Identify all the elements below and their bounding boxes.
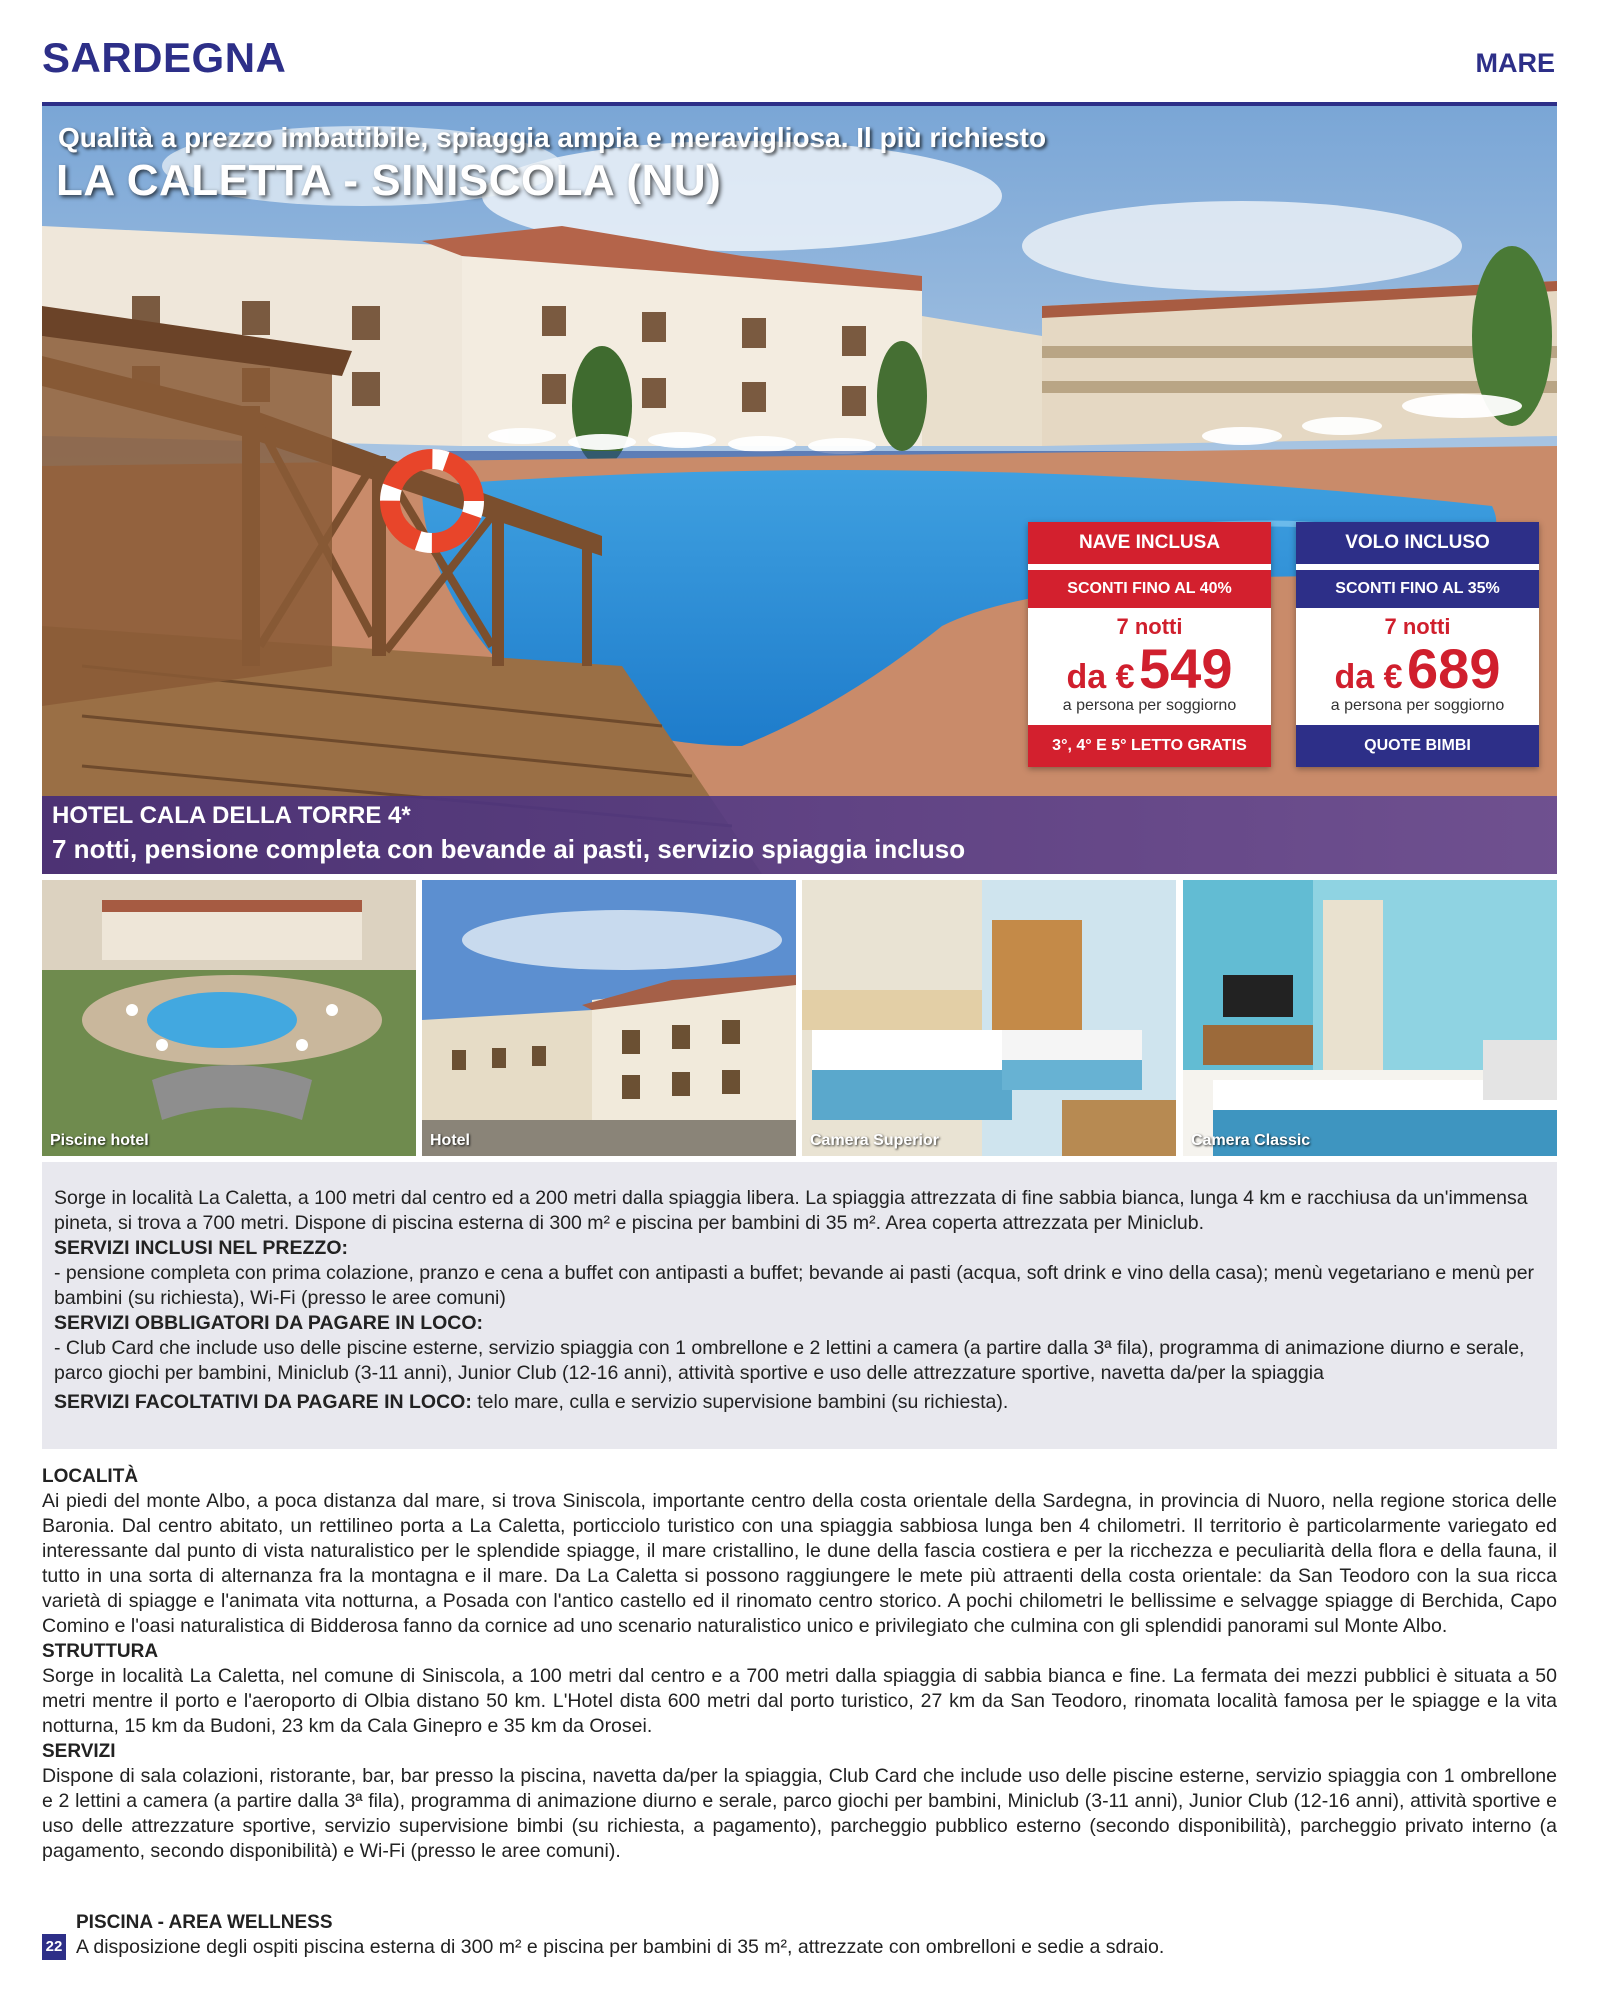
page-header (42, 30, 1557, 106)
offer-discount: SCONTI FINO AL 40% (1028, 570, 1271, 608)
hero-photo (42, 106, 1557, 874)
hero-tagline: Qualità a prezzo imbattibile, spiaggia ampia e meravigliosa. Il più richiesto (58, 122, 1047, 153)
superior-room-image (802, 880, 1176, 1156)
description-body (42, 1464, 1557, 1864)
price-note: a persona per soggiorno (1062, 697, 1237, 714)
page-number: 22 (42, 1934, 66, 1960)
info-box (42, 1162, 1557, 1449)
piscina-heading: PISCINA - AREA WELLNESS (76, 1912, 333, 1933)
offer-footer: QUOTE BIMBI (1296, 725, 1539, 767)
wellness-section (76, 1910, 1556, 1960)
thumb-pool[interactable] (42, 880, 416, 1156)
classic-room-image (1183, 880, 1557, 1156)
thumb-caption: Camera Classic (1191, 1132, 1311, 1149)
hotel-band (42, 796, 1557, 874)
localita-heading: LOCALITÀ (42, 1466, 139, 1487)
thumb-caption: Hotel (430, 1132, 470, 1149)
servizi-text: Dispone di sala colazioni, ristorante, bar, bar presso la piscina, navetta da/per la spiaggia, Club Card che include uso delle piscine esterne, servizio spiaggia con 1 ombrellone e 2 lettini a camera (a partire dalla 3ª fila), programma di animazione diurno e serale, parco giochi per bambini, Miniclub (3-11 anni), Junior Club (12-16 anni), attività sportive e uso delle attrezzature sportive, servizio supervisione bimbi (su richiesta, a pagamento), parcheggio pubblico esterno (secondo disponibilità), parcheggio privato interno (a pagamento, secondo disponibilità) e Wi-Fi (presso le aree comuni). (42, 1765, 1557, 1862)
price-value: 549 (1139, 637, 1233, 700)
included-text: - pensione completa con prima colazione, pranzo e cena a buffet con antipasti a buffet; bevande ai pasti (acqua, soft drink e vino della casa); menù vegetariano e menù per bambini (su richiesta), Wi-Fi (presso le aree comuni) (54, 1262, 1535, 1309)
servizi-heading: SERVIZI (42, 1741, 116, 1762)
thumb-classic-room[interactable] (1183, 880, 1557, 1156)
included-heading: SERVIZI INCLUSI NEL PREZZO: (54, 1237, 348, 1259)
thumb-caption: Camera Superior (810, 1132, 939, 1149)
region-title: SARDEGNA (42, 34, 287, 81)
offer-card-ship[interactable] (1028, 522, 1271, 767)
struttura-text: Sorge in località La Caletta, nel comune di Siniscola, a 100 metri dal centro e a 700 metri dalla spiaggia di sabbia bianca e fine. La fermata dei mezzi pubblici è situata a 50 metri mentre il porto e l'aeroporto di Olbia distano 50 km. L'Hotel dista 600 metri dal porto turistico, 27 km da San Teodoro, rinomata località famosa per le spiagge e la vita notturna, 15 km da Budoni, 23 km da Cala Ginepro e 35 km da Orosei. (42, 1665, 1557, 1737)
offer-discount: SCONTI FINO AL 35% (1296, 570, 1539, 608)
offer-footer: 3°, 4° E 5° LETTO GRATIS (1028, 725, 1271, 767)
offer-price (1028, 636, 1271, 701)
offer-label: NAVE INCLUSA (1028, 522, 1271, 564)
price-value: 689 (1407, 637, 1501, 700)
mandatory-heading: SERVIZI OBBLIGATORI DA PAGARE IN LOCO: (54, 1312, 484, 1334)
offer-price (1296, 636, 1539, 701)
pool-aerial-image (42, 880, 416, 1156)
thumb-caption: Piscine hotel (50, 1132, 149, 1149)
mandatory-text: - Club Card che include uso delle piscine esterne, servizio spiaggia con 1 ombrellone e 2 lettini a camera (a partire dalla 3ª fila), programma di animazione diurno e serale, parco giochi per bambini, Miniclub (3-11 anni), Junior Club (12-16 anni), attività sportive e uso delle attrezzature sportive, navetta da/per la spiaggia (54, 1337, 1525, 1384)
photo-gallery (42, 880, 1557, 1156)
localita-text: Ai piedi del monte Albo, a poca distanza dal mare, si trova Siniscola, importante centro della costa orientale della Sardegna, in provincia di Nuoro, nella regione storica delle Baronia. Dal centro abitato, un rettilineo porta a La Caletta, porticciolo turistico con una spiaggia sabbiosa lunga ben 4 chilometri. Il territorio è particolarmente variegato ed interessante dal punto di vista naturalistico per le splendide spiagge, il mare cristallino, le dune della fascia costiera e per la ricchezza e peculiarità della flora e della fauna, il tutto in una sorta di alternanza fra la montagna e il mare. Da La Caletta si possono raggiungere le mete più attraenti della costa orientale: da San Teodoro con la sua ricca varietà di spiagge e l'animata vita notturna, a Posada con l'antico castello ed il rinomato centro storico. A pochi chilometri le bellissime e selvagge spiagge di Berchida, Capo Comino e l'oasi naturalistica di Bidderosa fanno da cornice ad uno scenario naturalistico unico e privilegiato che culmina con gli splendidi panorami sul Monte Albo. (42, 1490, 1557, 1637)
optional-text: telo mare, culla e servizio supervisione bambini (su richiesta). (471, 1391, 1009, 1413)
price-note: a persona per soggiorno (1330, 697, 1505, 714)
piscina-text: A disposizione degli ospiti piscina esterna di 300 m² e piscina per bambini di 35 m², attrezzate con ombrelloni e sedie a sdraio. (76, 1936, 1165, 1958)
thumb-superior-room[interactable] (802, 880, 1176, 1156)
struttura-heading: STRUTTURA (42, 1641, 159, 1662)
price-prefix: da € (1066, 658, 1135, 696)
package-description: 7 notti, pensione completa con bevande ai pasti, servizio spiaggia incluso (52, 834, 966, 864)
hotel-facade-image (422, 880, 796, 1156)
hotel-name: HOTEL CALA DELLA TORRE 4* (52, 802, 411, 829)
offer-nights: 7 notti (1384, 614, 1451, 639)
offer-card-flight[interactable] (1296, 522, 1539, 767)
offer-label: VOLO INCLUSO (1296, 522, 1539, 564)
hero-title: LA CALETTA - SINISCOLA (NU) (56, 156, 722, 205)
section-label: MARE (1475, 48, 1555, 78)
optional-heading: SERVIZI FACOLTATIVI DA PAGARE IN LOCO: (54, 1391, 472, 1413)
offer-nights: 7 notti (1116, 614, 1183, 639)
thumb-hotel[interactable] (422, 880, 796, 1156)
intro-text: Sorge in località La Caletta, a 100 metri dal centro ed a 200 metri dalla spiaggia libera. La spiaggia attrezzata di fine sabbia bianca, lunga 4 km e racchiusa da un'immensa pineta, si trova a 700 metri. Dispone di piscina esterna di 300 m² e piscina per bambini di 35 m². Area coperta attrezzata per Miniclub. (54, 1187, 1528, 1234)
price-prefix: da € (1334, 658, 1403, 696)
